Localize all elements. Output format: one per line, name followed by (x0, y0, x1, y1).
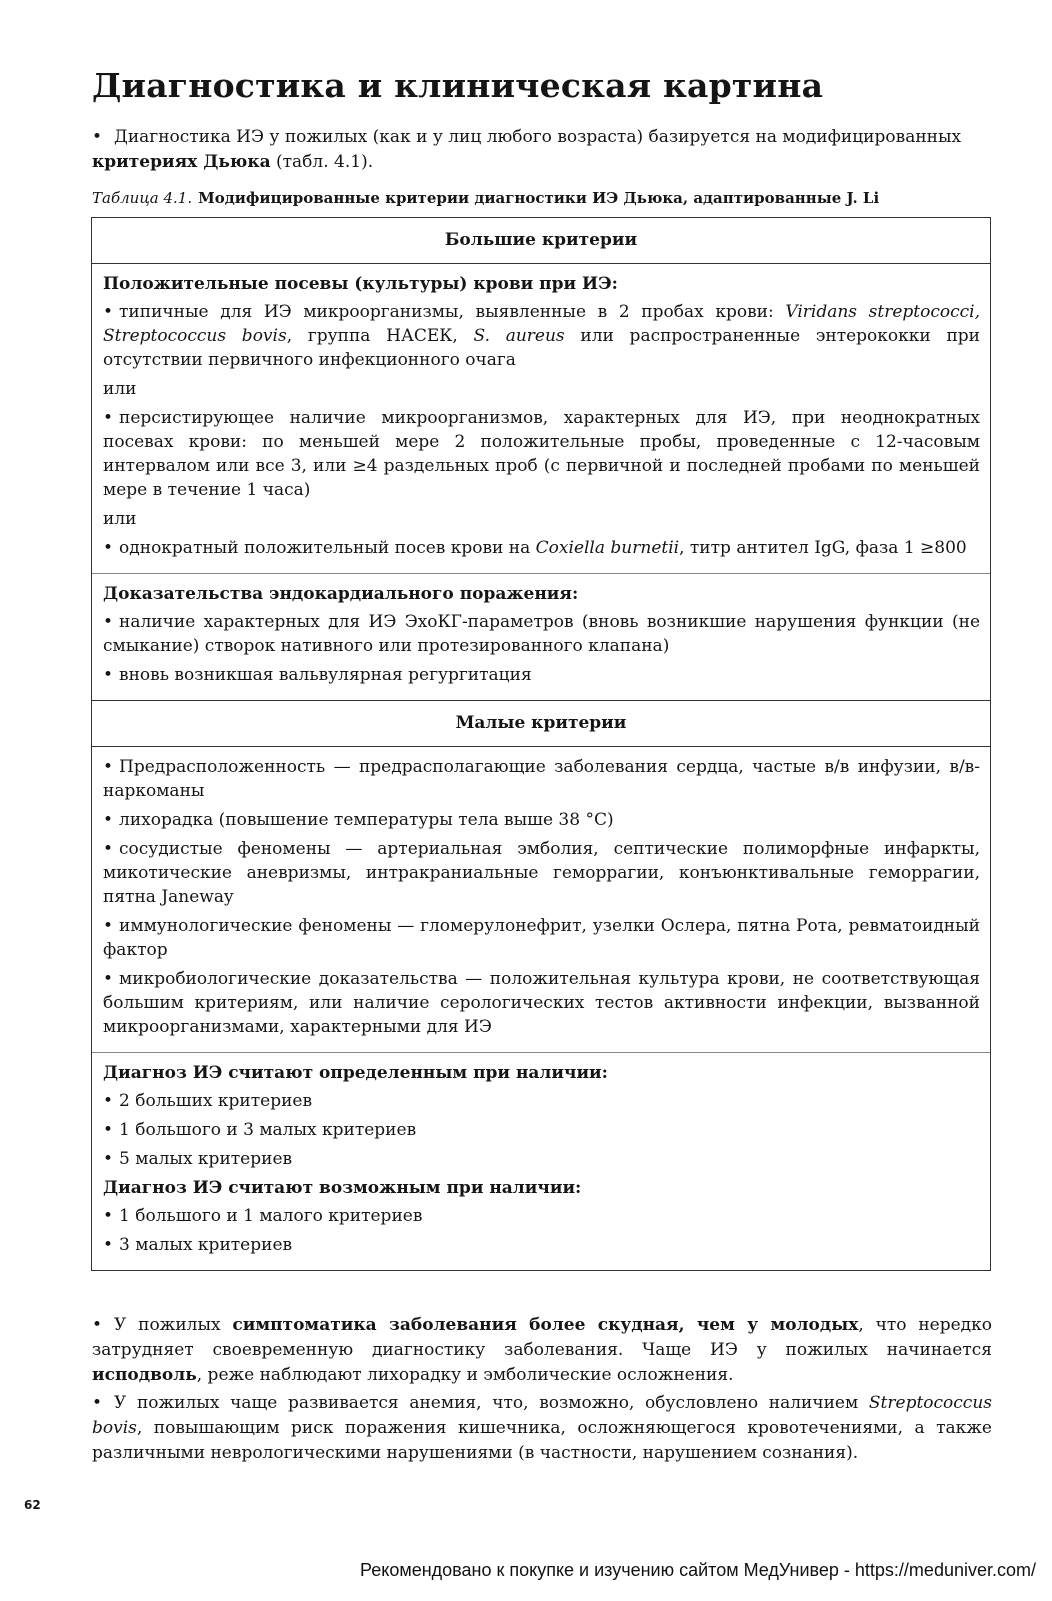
blood-cultures-heading: Положительные посевы (культуры) крови при ИЭ: (103, 274, 618, 294)
list-item: • 1 большого и 3 малых критериев (103, 1120, 417, 1140)
list-item: • лихорадка (повышение температуры тела выше 38 °C) (103, 810, 614, 830)
list-item: • микробиологические доказательства — положительная культура крови, не соответствующая большим критериям, или наличие серологических тестов активности инфекции, вызванной микроорганизмами, характерными для ИЭ (103, 969, 980, 1037)
after-table-text (92, 1313, 992, 1469)
bullet-icon: • (92, 1393, 103, 1413)
minor-criteria-section (92, 747, 990, 1052)
criteria-table (91, 217, 991, 1271)
endocardial-section (92, 573, 990, 700)
endocardial-heading: Доказательства эндокардиального поражения: (103, 584, 579, 604)
page-number: 62 (24, 1498, 41, 1512)
table-caption-title: Модифицированные критерии диагностики ИЭ Дьюка, адаптированные J. Li (198, 189, 880, 207)
footer-watermark: Рекомендовано к покупке и изучению сайтом МедУнивер - https://meduniver.com/ (360, 1560, 1036, 1580)
list-item: • однократный положительный посев крови на Coxiella burnetii, титр антител IgG, фаза 1 ≥800 (103, 538, 967, 558)
intro-paragraph: • Диагностика ИЭ у пожилых (как и у лиц любого возраста) базируется на модифицированных критериях Дьюка (табл. 4.1). (92, 127, 962, 172)
major-criteria-header: Большие критерии (92, 218, 990, 264)
symptoms-paragraph: • У пожилых симптоматика заболевания более скудная, чем у молодых, что нередко затрудняет своевременную диагностику заболевания. Чаще ИЭ у пожилых начинается исподволь, реже наблюдают лихорадку и эмболические осложнения. (92, 1315, 992, 1385)
blood-cultures-section (92, 264, 990, 573)
list-item: • наличие характерных для ИЭ ЭхоКГ-параметров (вновь возникшие нарушения функции (не смыкание) створок нативного или протезированного клапана) (103, 612, 980, 656)
list-item: • сосудистые феномены — артериальная эмболия, септические полиморфные инфаркты, микотические аневризмы, интракраниальные геморрагии, конъюнктивальные геморрагии, пятна Janeway (103, 839, 980, 907)
minor-criteria-header: Малые критерии (92, 700, 990, 747)
list-item: • вновь возникшая вальвулярная регургитация (103, 665, 532, 685)
or-separator: или (103, 379, 137, 399)
anemia-paragraph: • У пожилых чаще развивается анемия, что, возможно, обусловлено наличием Streptococcus bovis, повышающим риск поражения кишечника, осложняющегося кровотечениями, а также различными неврологическими нарушениями (в частности, нарушением сознания). (92, 1393, 992, 1463)
page-title: Диагностика и клиническая картина (92, 66, 824, 105)
possible-diagnosis-heading: Диагноз ИЭ считают возможным при наличии: (103, 1178, 582, 1198)
or-separator: или (103, 509, 137, 529)
definite-diagnosis-heading: Диагноз ИЭ считают определенным при наличии: (103, 1063, 608, 1083)
diagnosis-section (92, 1052, 990, 1270)
bullet-icon: • (92, 1315, 103, 1335)
list-item: • иммунологические феномены — гломерулонефрит, узелки Ослера, пятна Рота, ревматоидный фактор (103, 916, 980, 960)
list-item: • типичные для ИЭ микроорганизмы, выявленные в 2 пробах крови: Viridans streptococci, Streptococcus bovis, группа НАСЕК, S. aureus или распространенные энтерококки при отсутствии первичного инфекционного очага (103, 302, 980, 370)
table-caption (92, 188, 1002, 208)
list-item: • 3 малых критериев (103, 1235, 293, 1255)
list-item: • Предрасположенность — предрасполагающие заболевания сердца, частые в/в инфузии, в/в-наркоманы (103, 757, 980, 801)
table-caption-label: Таблица 4.1. (92, 189, 193, 207)
bullet-icon: • (92, 127, 103, 147)
list-item: • 2 больших критериев (103, 1091, 313, 1111)
list-item: • 1 большого и 1 малого критериев (103, 1206, 423, 1226)
list-item: • персистирующее наличие микроорганизмов, характерных для ИЭ, при неоднократных посевах крови: по меньшей мере 2 положительные пробы, проведенные с 12-часовым интервалом или все 3, или ≥4 раздельных проб (с первичной и последней пробами по меньшей мере в течение 1 часа) (103, 408, 980, 500)
list-item: • 5 малых критериев (103, 1149, 293, 1169)
